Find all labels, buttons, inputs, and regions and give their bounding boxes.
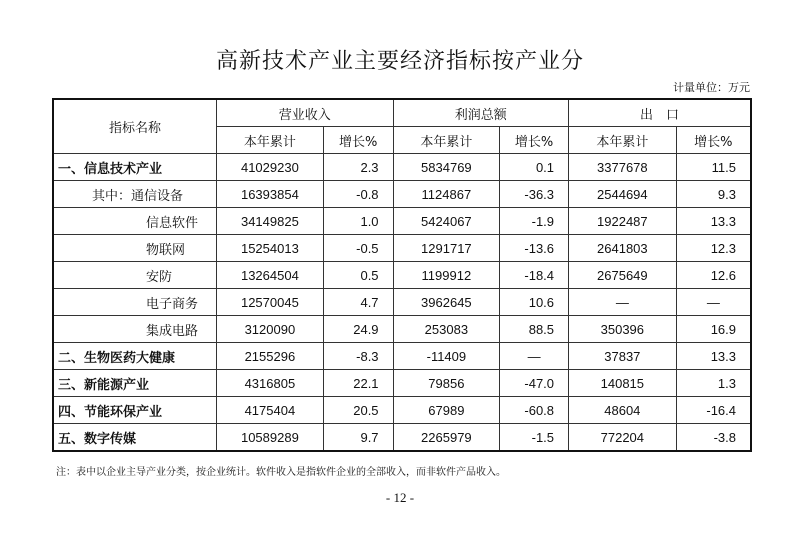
revenue-cum: 15254013 — [217, 235, 324, 262]
export-cum: 3377678 — [569, 154, 677, 181]
profit-growth: -1.5 — [500, 424, 569, 452]
profit-cum: 5424067 — [393, 208, 500, 235]
profit-growth: 88.5 — [500, 316, 569, 343]
revenue-cum: 13264504 — [217, 262, 324, 289]
profit-cum: 253083 — [393, 316, 500, 343]
revenue-growth: 0.5 — [323, 262, 393, 289]
export-growth: 13.3 — [676, 208, 751, 235]
header-growth: 增长% — [323, 127, 393, 154]
row-name: 四、节能环保产业 — [53, 397, 217, 424]
export-cum: 2641803 — [569, 235, 677, 262]
profit-cum: -11409 — [393, 343, 500, 370]
table-row — [53, 397, 751, 424]
row-name: 二、生物医药大健康 — [53, 343, 217, 370]
row-name: 物联网 — [53, 235, 217, 262]
revenue-growth: 1.0 — [323, 208, 393, 235]
export-growth: 12.3 — [676, 235, 751, 262]
revenue-cum: 34149825 — [217, 208, 324, 235]
row-name: 信息软件 — [53, 208, 217, 235]
profit-cum: 67989 — [393, 397, 500, 424]
header-cum: 本年累计 — [569, 127, 677, 154]
profit-cum: 3962645 — [393, 289, 500, 316]
export-cum: 772204 — [569, 424, 677, 452]
revenue-cum: 16393854 — [217, 181, 324, 208]
revenue-growth: 9.7 — [323, 424, 393, 452]
table-row — [53, 181, 751, 208]
profit-growth: -36.3 — [500, 181, 569, 208]
page-title: 高新技术产业主要经济指标按产业分 — [215, 49, 584, 74]
revenue-growth: 22.1 — [323, 370, 393, 397]
profit-cum: 1124867 — [393, 181, 500, 208]
table-row — [53, 262, 751, 289]
revenue-growth: 2.3 — [323, 154, 393, 181]
revenue-growth: 24.9 — [323, 316, 393, 343]
export-cum: — — [569, 289, 677, 316]
header-revenue: 营业收入 — [217, 99, 394, 127]
profit-growth: -47.0 — [500, 370, 569, 397]
export-growth: 13.3 — [676, 343, 751, 370]
profit-cum: 1291717 — [393, 235, 500, 262]
revenue-growth: 20.5 — [323, 397, 393, 424]
revenue-cum: 2155296 — [217, 343, 324, 370]
profit-cum: 79856 — [393, 370, 500, 397]
export-growth: 1.3 — [676, 370, 751, 397]
header-growth: 增长% — [500, 127, 569, 154]
profit-growth: -13.6 — [500, 235, 569, 262]
page-number: - 12 - — [385, 490, 415, 505]
export-cum: 2675649 — [569, 262, 677, 289]
revenue-cum: 41029230 — [217, 154, 324, 181]
export-growth: 12.6 — [676, 262, 751, 289]
revenue-cum: 4175404 — [217, 397, 324, 424]
export-cum: 48604 — [569, 397, 677, 424]
header-export: 出 口 — [569, 99, 751, 127]
profit-growth: 0.1 — [500, 154, 569, 181]
profit-growth: -1.9 — [500, 208, 569, 235]
data-table — [52, 98, 752, 452]
table-row — [53, 235, 751, 262]
row-name: 一、信息技术产业 — [53, 154, 217, 181]
table-row — [53, 424, 751, 452]
revenue-cum: 12570045 — [217, 289, 324, 316]
revenue-cum: 4316805 — [217, 370, 324, 397]
export-growth: -16.4 — [676, 397, 751, 424]
export-cum: 2544694 — [569, 181, 677, 208]
header-name: 指标名称 — [53, 99, 217, 154]
export-growth: -3.8 — [676, 424, 751, 452]
header-cum: 本年累计 — [393, 127, 500, 154]
table-row — [53, 154, 751, 181]
header-profit: 利润总额 — [393, 99, 568, 127]
table-row — [53, 208, 751, 235]
profit-growth: -60.8 — [500, 397, 569, 424]
table-row — [53, 343, 751, 370]
revenue-cum: 3120090 — [217, 316, 324, 343]
revenue-growth: 4.7 — [323, 289, 393, 316]
export-growth: — — [676, 289, 751, 316]
export-cum: 140815 — [569, 370, 677, 397]
revenue-growth: -8.3 — [323, 343, 393, 370]
profit-cum: 2265979 — [393, 424, 500, 452]
export-cum: 1922487 — [569, 208, 677, 235]
unit-label: 计量单位：万元 — [673, 81, 750, 94]
revenue-growth: -0.5 — [323, 235, 393, 262]
row-name: 集成电路 — [53, 316, 217, 343]
export-growth: 9.3 — [676, 181, 751, 208]
row-name: 五、数字传媒 — [53, 424, 217, 452]
row-name: 其中：通信设备 — [53, 181, 217, 208]
footnote: 注：表中以企业主导产业分类，按企业统计。软件收入是指软件企业的全部收入，而非软件产品收入。 — [56, 467, 506, 478]
profit-growth: -18.4 — [500, 262, 569, 289]
table-row — [53, 289, 751, 316]
export-growth: 16.9 — [676, 316, 751, 343]
profit-growth: 10.6 — [500, 289, 569, 316]
header-growth: 增长% — [676, 127, 751, 154]
profit-cum: 1199912 — [393, 262, 500, 289]
profit-cum: 5834769 — [393, 154, 500, 181]
export-growth: 11.5 — [676, 154, 751, 181]
revenue-growth: -0.8 — [323, 181, 393, 208]
export-cum: 37837 — [569, 343, 677, 370]
table-row — [53, 370, 751, 397]
export-cum: 350396 — [569, 316, 677, 343]
row-name: 安防 — [53, 262, 217, 289]
row-name: 三、新能源产业 — [53, 370, 217, 397]
header-row — [53, 99, 751, 127]
header-cum: 本年累计 — [217, 127, 324, 154]
row-name: 电子商务 — [53, 289, 217, 316]
revenue-cum: 10589289 — [217, 424, 324, 452]
profit-growth: — — [500, 343, 569, 370]
table-row — [53, 316, 751, 343]
